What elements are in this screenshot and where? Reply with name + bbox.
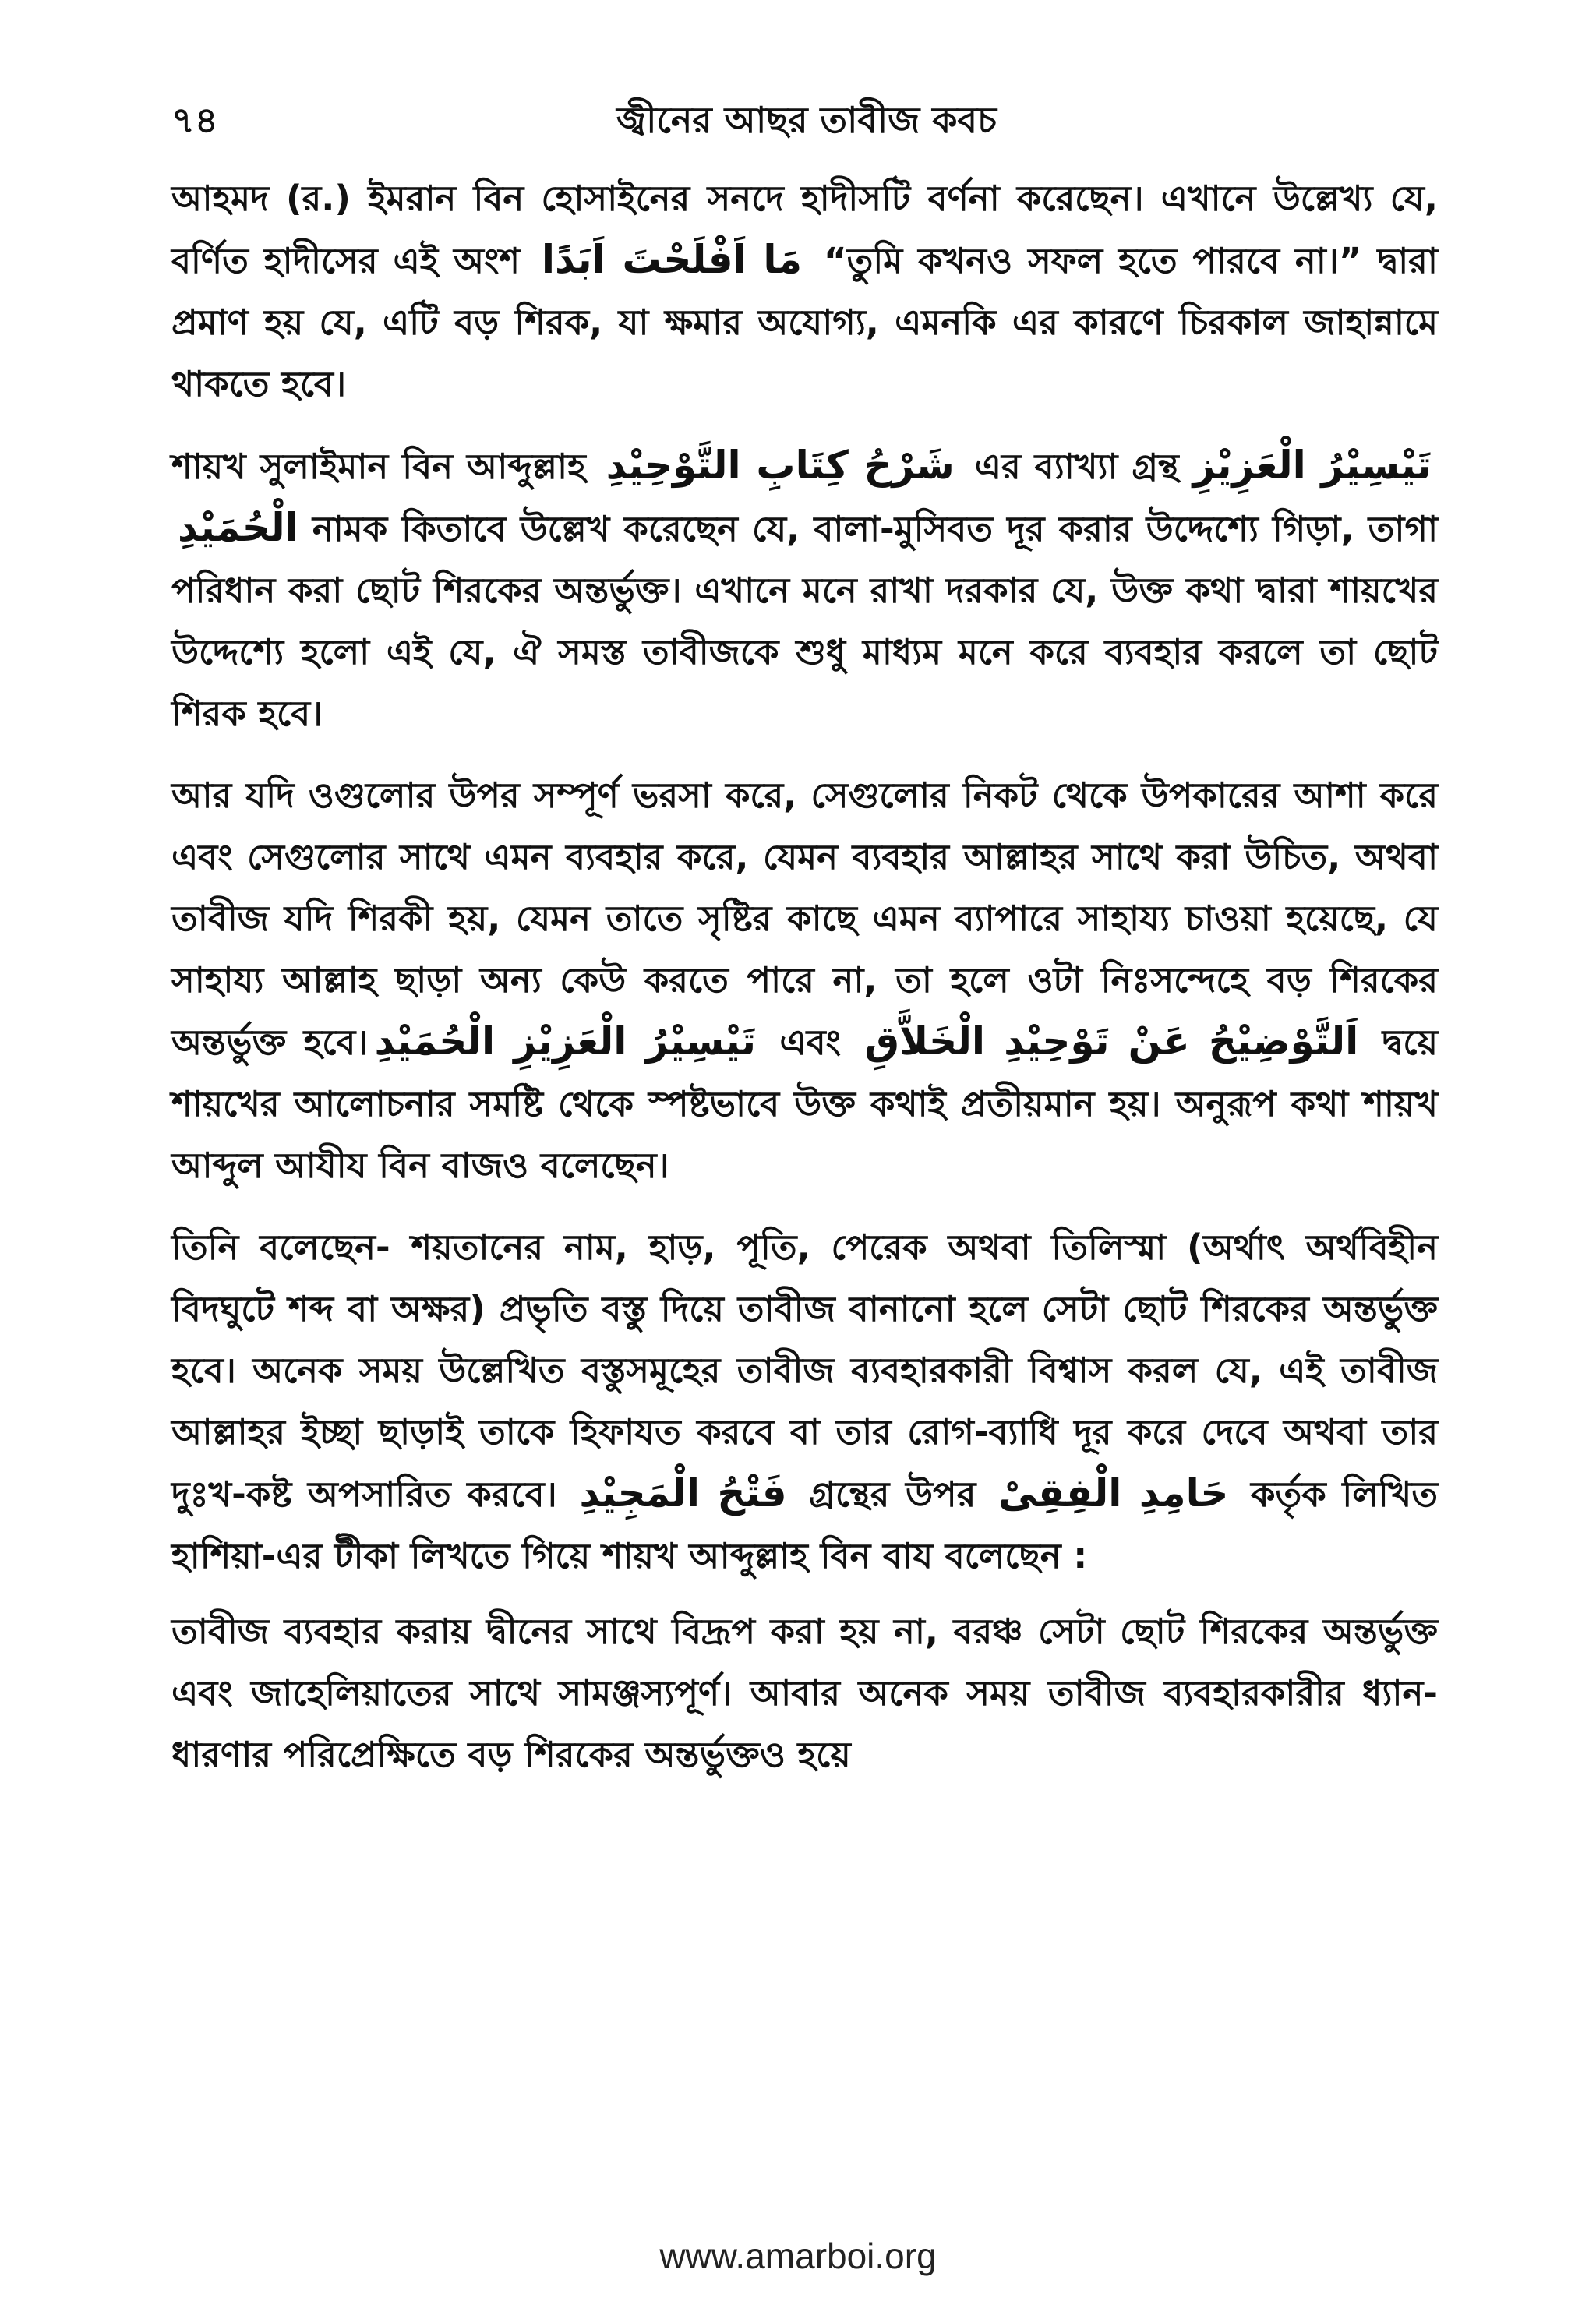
arabic-phrase: مَا اَفْلَحْتَ اَبَدًا: [541, 237, 803, 282]
text-run: নামক কিতাবে উল্লেখ করেছেন যে, বালা-মুসিবত দূর করার উদ্দেশ্যে গিড়া, তাগা পরিধান করা ছোট শিরকের অন্তর্ভুক্ত। এখানে মনে রাখা দরকার যে, উক্ত কথা দ্বারা শায়খের উদ্দেশ্যে হলো এই যে, ঐ সমস্ত তাবীজকে শুধু মাধ্যম মনে করে ব্যবহার করলে তা ছোট শিরক হবে।: [171, 508, 1438, 734]
page-header: [171, 94, 1442, 156]
body-text: [171, 168, 1438, 1806]
text-run: আর যদি ওগুলোর উপর সম্পূর্ণ ভরসা করে, সেগুলোর নিকট থেকে উপকারের আশা করে এবং সেগুলোর সাথে এমন ব্যবহার করে, যেমন ব্যবহার আল্লাহর সাথে করা উচিত, অথবা তাবীজ যদি শিরকী হয়, যেমন তাতে সৃষ্টির কাছে এমন ব্যাপারে সাহায্য চাওয়া হয়েছে, যে সাহায্য আল্লাহ ছাড়া অন্য কেউ করতে পারে না, তা হলে ওটা নিঃসন্দেহে বড় শিরকের অন্তর্ভুক্ত হবে।: [171, 775, 1438, 1063]
arabic-phrase: تَيْسِيْرُ الْعَزِيْزِ الْحُمَيْدِ: [374, 1018, 757, 1064]
text-run: আহমদ (র.) ইমরান বিন হোসাইনের সনদে হাদীসটি বর্ণনা করেছেন। এখানে উল্লেখ্য যে, বর্ণিত হাদীসের এই অংশ: [171, 178, 1438, 281]
paragraph: [171, 764, 1438, 1196]
paragraph: [171, 435, 1438, 744]
text-run: কর্তৃক লিখিত হাশিয়া-এর টীকা লিখতে গিয়ে শায়খ আব্দুল্লাহ বিন বায বলেছেন :: [171, 1474, 1438, 1576]
page-number: ৭৪: [171, 99, 218, 141]
arabic-phrase: اَلتَّوْضِيْحُ عَنْ تَوْحِيْدِ الْخَلاَّقِ: [864, 1018, 1359, 1064]
arabic-phrase: شَرْحُ كِتَابِ التَّوْحِيْدِ: [606, 443, 955, 488]
text-run: এর ব্যাখ্যা গ্রন্থ: [960, 446, 1193, 487]
text-run: এবং: [762, 1022, 859, 1063]
running-title: জ্বীনের আছর তাবীজ কবচ: [616, 99, 997, 141]
footer-url: www.amarboi.org: [659, 2236, 937, 2276]
paragraph: [171, 168, 1438, 415]
text-run: তিনি বলেছেন- শয়তানের নাম, হাড়, পূতি, পেরেক অথবা তিলিস্মা (অর্থাৎ অর্থবিহীন বিদঘুটে শব্দ বা অক্ষর) প্রভৃতি বস্তু দিয়ে তাবীজ বানানো হলে সেটা ছোট শিরকের অন্তর্ভুক্ত হবে। অনেক সময় উল্লেখিত বস্তুসমূহের তাবীজ ব্যবহারকারী বিশ্বাস করল যে, এই তাবীজ আল্লাহর ইচ্ছা ছাড়াই তাকে হিফাযত করবে বা তার রোগ-ব্যাধি দূর করে দেবে অথবা তার দুঃখ-কষ্ট অপসারিত করবে।: [171, 1227, 1438, 1515]
arabic-phrase: فَتْحُ الْمَجِيْدِ: [579, 1470, 787, 1516]
text-run: শায়খ সুলাইমান বিন আব্দুল্লাহ: [171, 446, 600, 487]
text-run: দ্বয়ে শায়খের আলোচনার সমষ্টি থেকে স্পষ্টভাবে উক্ত কথাই প্রতীয়মান হয়। অনুরূপ কথা শায়খ আব্দুল আযীয বিন বাজও বলেছেন।: [171, 1022, 1438, 1186]
paragraph: [171, 1216, 1438, 1587]
arabic-phrase: حَامِدِ الْفِقِىْ: [998, 1470, 1229, 1516]
text-run: গ্রন্থের উপর: [793, 1474, 992, 1515]
paragraph: [171, 1601, 1438, 1785]
text-run: তাবীজ ব্যবহার করায় দ্বীনের সাথে বিদ্রূপ করা হয় না, বরঞ্চ সেটা ছোট শিরকের অন্তর্ভুক্ত এবং জাহেলিয়াতের সাথে সামঞ্জস্যপূর্ণ। আবার অনেক সময় তাবীজ ব্যবহারকারীর ধ্যান-ধারণার পরিপ্রেক্ষিতে বড় শিরকের অন্তর্ভুক্তও হয়ে: [171, 1611, 1438, 1775]
text-run: “তুমি কখনও সফল হতে পারবে না।” দ্বারা প্রমাণ হয় যে, এটি বড় শিরক, যা ক্ষমার অযোগ্য, এমনকি এর কারণে চিরকাল জাহান্নামে থাকতে হবে।: [171, 240, 1438, 404]
arabic-phrase: تَيْسِيْرُ الْعَزِيْزِ الْحُمَيْدِ: [178, 443, 1432, 550]
